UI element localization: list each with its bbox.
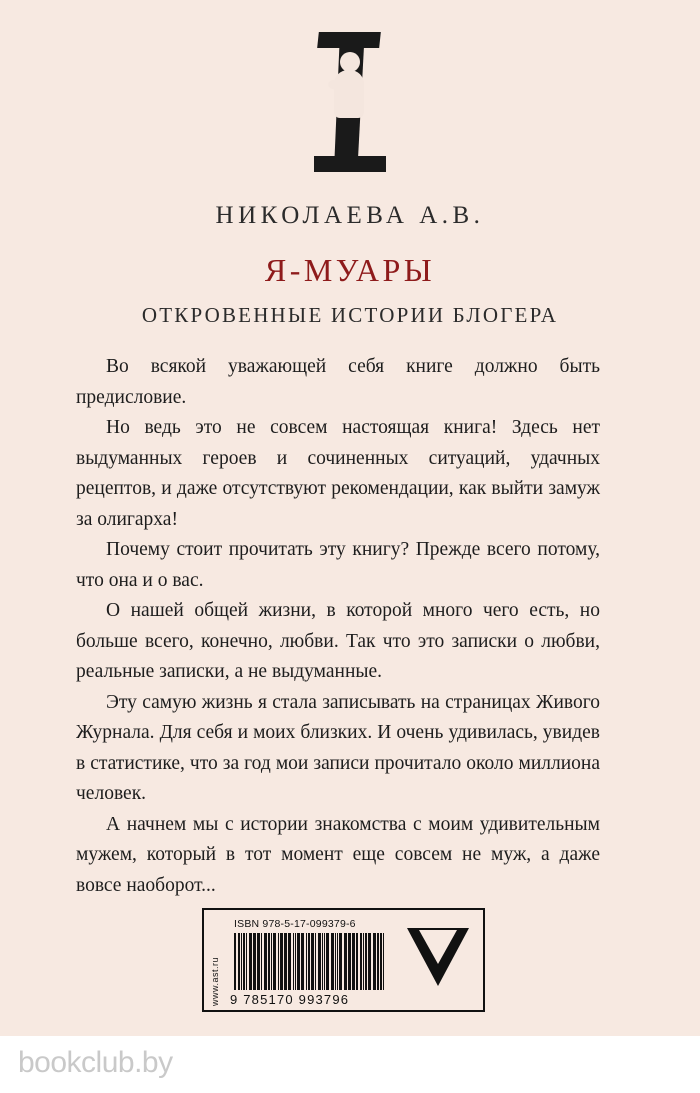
logo-figure-body <box>334 70 364 118</box>
ast-publisher-logo <box>290 22 410 172</box>
back-cover-blurb <box>76 352 600 901</box>
logo-figure-head <box>340 52 360 72</box>
blurb-paragraph: А начнем мы с истории знакомства с моим удивительным мужем, который в тот момент еще совсем не муж, а даже вовсе наоборот... <box>76 813 600 896</box>
author-name: НИКОЛАЕВА А.В. <box>215 202 485 229</box>
logo-base-bar <box>314 156 386 172</box>
blurb-paragraph: Почему стоит прочитать эту книгу? Прежде всего потому, что она и о вас. <box>76 539 600 591</box>
publisher-logo-wrap <box>0 22 700 182</box>
blurb-paragraph: Но ведь это не совсем настоящая книга! Здесь нет выдуманных героев и сочиненных ситуаций, удачных рецептов, и даже отсутствуют рекомендации, как выйти замуж за олигарха! <box>76 417 600 530</box>
blurb-paragraph: Эту самую жизнь я стала записывать на страницах Живого Журнала. Для себя и моих близких. И очень удивилась, увидев в статистике, что за год мои записи прочитало около миллиона человек. <box>76 691 600 804</box>
v-triangle-mark-icon <box>407 928 469 990</box>
site-watermark: bookclub.by <box>18 1046 173 1079</box>
v-mark-inner <box>419 930 457 964</box>
blurb-paragraph: О нашей общей жизни, в которой много чего есть, но больше всего, конечно, любви. Так что это записки о любви, реальные записки, а не выдуманные. <box>76 600 600 682</box>
blurb-paragraph: Во всякой уважающей себя книге должно быть предисловие. <box>76 356 600 408</box>
isbn-text: ISBN 978-5-17-099379-6 <box>234 918 356 930</box>
book-title: Я-МУАРЫ <box>264 252 436 288</box>
logo-figure <box>326 52 370 142</box>
book-subtitle: ОТКРОВЕННЫЕ ИСТОРИИ БЛОГЕРА <box>141 303 559 327</box>
barcode-bars <box>234 933 386 990</box>
ean-digits: 9 785170 993796 <box>230 992 350 1007</box>
publisher-website-vertical: www.ast.ru <box>210 956 220 1006</box>
barcode-block <box>202 908 485 1012</box>
logo-top-bar <box>317 32 381 48</box>
